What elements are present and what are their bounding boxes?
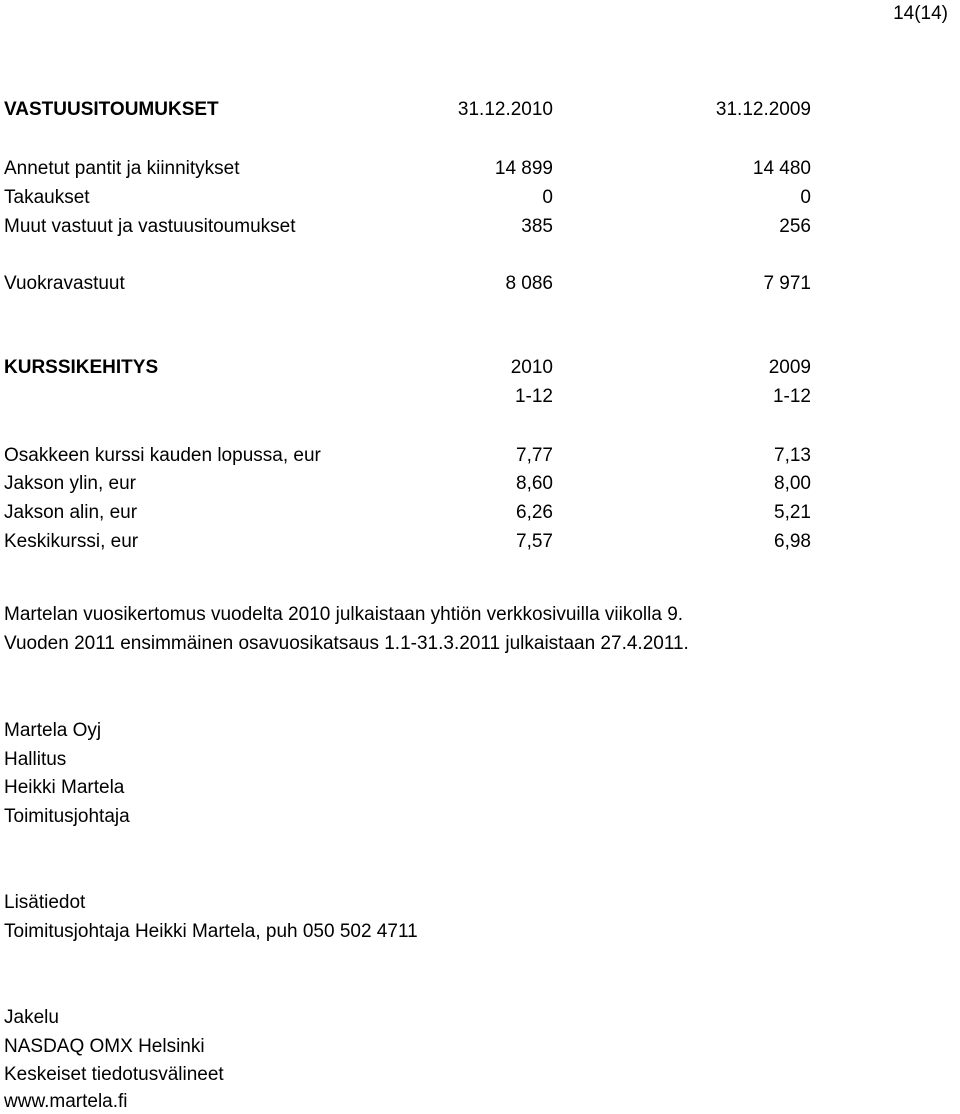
distribution-item: NASDAQ OMX Helsinki [4,1036,205,1057]
row-value-2009: 6,98 [774,531,811,552]
signer-title: Toimitusjohtaja [4,806,130,827]
share-price-col1-period: 1-12 [514,386,553,407]
share-price-title: KURSSIKEHITYS [4,357,159,378]
board-label: Hallitus [4,749,67,770]
table-row [0,501,960,525]
share-price-col2-header: 2009 [768,357,811,378]
share-price-subheader-row [0,385,960,409]
row-value-2009: 7 971 [763,273,811,294]
contact-details: Toimitusjohtaja Heikki Martela, puh 050 502 4711 [4,921,418,942]
distribution-heading: Jakelu [4,1007,59,1028]
row-label: Vuokravastuut [4,273,125,294]
table-row [0,272,960,296]
row-value-2010: 7,57 [516,531,553,552]
row-label: Takaukset [4,187,90,208]
table-row [0,530,960,554]
row-value-2010: 7,77 [516,445,553,466]
row-value-2010: 0 [542,187,553,208]
row-value-2009: 8,00 [774,473,811,494]
website-link[interactable]: www.martela.fi [4,1091,128,1112]
row-value-2009: 14 480 [752,158,811,179]
share-price-col2-period: 1-12 [772,386,811,407]
row-label: Keskikurssi, eur [4,531,139,552]
commitments-header-row [0,98,960,122]
table-row [0,186,960,210]
commitments-col1-header: 31.12.2010 [457,99,553,120]
share-price-col1-header: 2010 [510,357,553,378]
row-value-2010: 6,26 [516,502,553,523]
page-number: 14(14) [893,3,948,24]
row-label: Annetut pantit ja kiinnitykset [4,158,240,179]
table-row [0,215,960,239]
row-value-2010: 8 086 [505,273,553,294]
row-label: Jakson ylin, eur [4,473,137,494]
commitments-col2-header: 31.12.2009 [715,99,811,120]
signer-name: Heikki Martela [4,777,125,798]
row-label: Muut vastuut ja vastuusitoumukset [4,216,296,237]
table-row [0,157,960,181]
distribution-item: Keskeiset tiedotusvälineet [4,1064,224,1085]
row-value-2009: 256 [779,216,811,237]
table-row [0,444,960,468]
table-row [0,472,960,496]
row-label: Jakson alin, eur [4,502,138,523]
row-value-2010: 14 899 [494,158,553,179]
interim-report-note: Vuoden 2011 ensimmäinen osavuosikatsaus 1.1-31.3.2011 julkaistaan 27.4.2011. [4,633,689,654]
company-name: Martela Oyj [4,720,102,741]
contact-heading: Lisätiedot [4,892,86,913]
annual-report-note: Martelan vuosikertomus vuodelta 2010 julkaistaan yhtiön verkkosivuilla viikolla 9. [4,604,684,625]
share-price-header-row [0,356,960,380]
row-value-2009: 5,21 [774,502,811,523]
commitments-title: VASTUUSITOUMUKSET [4,99,219,120]
row-value-2010: 8,60 [516,473,553,494]
row-value-2010: 385 [521,216,553,237]
row-value-2009: 0 [800,187,811,208]
row-label: Osakkeen kurssi kauden lopussa, eur [4,445,321,466]
row-value-2009: 7,13 [774,445,811,466]
